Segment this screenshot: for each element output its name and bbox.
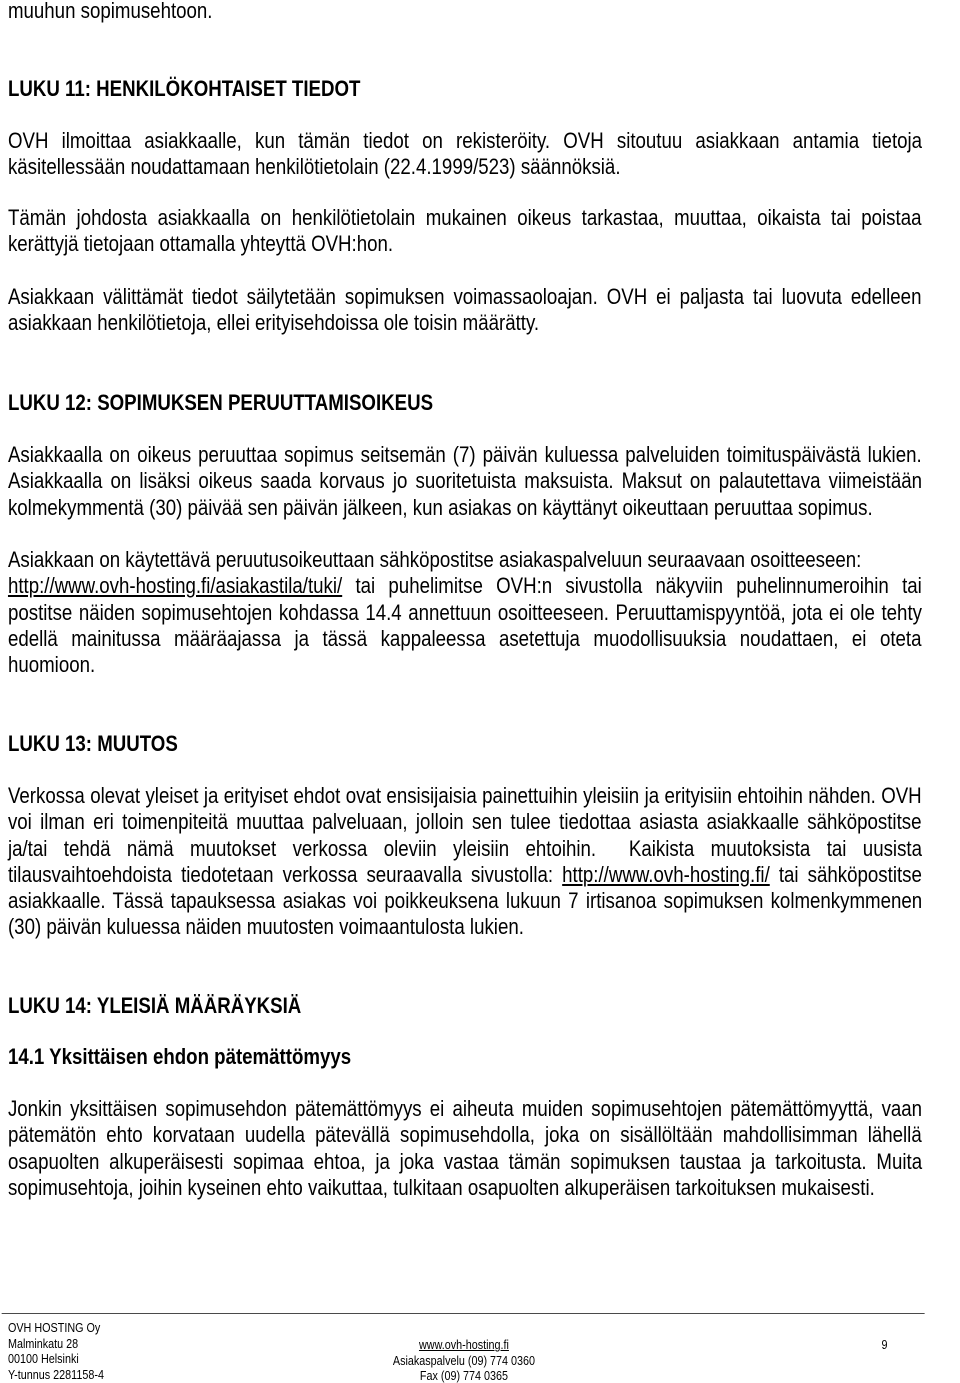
support-page-link[interactable]: http://www.ovh-hosting.fi/asiakastila/tuki/ <box>7 573 343 599</box>
paragraph-line <box>8 205 922 231</box>
line-text: huomioon. <box>7 652 96 678</box>
paragraph-line <box>8 652 922 678</box>
paragraph-line <box>8 914 922 940</box>
line-text: kerättyjä tietojaan ottamalla yhteyttä OVH:hon. <box>7 231 394 257</box>
paragraph-line <box>8 442 922 468</box>
line-text: sopimusehtoja, joihin kyseinen ehto vaikuttaa, tulkitaan osapuolten alkuperäisen tarkoituksen mukaisesti. <box>7 1174 875 1200</box>
subheading-text: 14.1 Yksittäisen ehdon pätemättömyys <box>7 1044 352 1069</box>
website-link[interactable]: http://www.ovh-hosting.fi/ <box>562 861 770 887</box>
line-text: kolmekymmentä (30) päivää sen päivän jälkeen, kun asiakas on käyttänyt oikeuttaan peruuttaa sopimus. <box>7 494 873 520</box>
paragraph-line <box>8 128 922 154</box>
line-text: muuhun sopimusehtoon. <box>7 0 213 23</box>
paragraph <box>8 128 922 181</box>
line-text: Tämän johdosta asiakkaalla on henkilötietolain mukainen oikeus tarkastaa, muuttaa, oikaista tai poistaa <box>7 205 922 230</box>
line-text: postitse näiden sopimusehtojen kohdassa 14.4 annettuun osoitteeseen. Peruuttamispyyntöä, jota ei ole tehty <box>7 599 922 625</box>
paragraph <box>8 284 922 337</box>
line-text <box>8 573 922 599</box>
paragraph <box>8 547 922 678</box>
line-text: ja/tai tehdä nämä muutokset verkossa oleviin yleisiin ehtoihin. Kaikista muutoksista tai uusista <box>7 835 922 861</box>
paragraph-line <box>8 1096 922 1122</box>
line-text: Jonkin yksittäisen sopimusehdon pätemättömyys ei aiheuta muiden sopimusehtojen pätemättömyyttä, vaan <box>7 1096 923 1121</box>
footer-city: 00100 Helsinki <box>7 1351 79 1366</box>
paragraph-line <box>8 573 922 599</box>
paragraph-line <box>8 495 922 521</box>
line-text: Asiakkaan on käytettävä peruutusoikeuttaan sähköpostitse asiakaspalveluun seuraavaan osoitteeseen: <box>7 547 862 572</box>
line-text: (30) päivän kuluessa näiden muutosten voimaantulosta lukien. <box>7 914 524 940</box>
paragraph-line <box>8 310 922 336</box>
footer-divider <box>2 1313 925 1314</box>
footer-business-id: Y-tunnus 2281158-4 <box>7 1366 104 1382</box>
line-text: Asiakkaalla on oikeus peruuttaa sopimus seitsemän (7) päivän kuluessa palveluiden toimituspäivästä lukien. <box>7 442 922 467</box>
line-text: voi ilman eri toimenpiteitä muuttaa palveluaan, jolloin sen tulee tiedottaa asiasta asiakkaalle sähköpostitse <box>7 809 922 835</box>
paragraph-line <box>8 1175 922 1201</box>
footer-website-row <box>364 1337 563 1353</box>
line-text: asiakkaalle. Tässä tapauksessa asiakas voi poikkeuksena lukuun 7 irtisanoa sopimuksen kolmenkymmenen <box>7 888 923 914</box>
page-number: 9 <box>881 1337 888 1352</box>
heading-text: LUKU 14: YLEISIÄ MÄÄRÄYKSIÄ <box>7 993 302 1018</box>
footer-street: Malminkatu 28 <box>7 1335 79 1351</box>
line-text: käsitellessään noudattamaan henkilötietolain (22.4.1999/523) säännöksiä. <box>7 154 621 180</box>
paragraph-line <box>8 0 922 24</box>
paragraph-line <box>8 862 922 888</box>
line-text: Asiakkaalla on lisäksi oikeus saada korvaus jo suoritetuista maksuista. Maksut on palautettava viimeistään <box>7 468 923 494</box>
paragraph-line <box>8 809 922 835</box>
heading-line <box>8 390 922 416</box>
heading-line <box>8 731 922 757</box>
paragraph-line <box>8 284 922 310</box>
paragraph-line <box>8 626 922 652</box>
paragraph-line <box>8 154 922 180</box>
paragraph-line <box>8 888 922 914</box>
heading-line <box>8 1044 922 1070</box>
line-text-segment: tilausvaihtoehdoista tiedotetaan verkossa seuraavalla sivustolla: <box>7 861 563 887</box>
footer-fax: Fax (09) 774 0365 <box>419 1368 509 1383</box>
line-text: asiakkaan henkilötietoja, ellei erityisehdoissa ole toisin määrätty. <box>7 310 540 336</box>
paragraph-line <box>8 468 922 494</box>
chapter-heading <box>8 731 922 757</box>
paragraph-line <box>8 836 922 862</box>
heading-text: LUKU 12: SOPIMUKSEN PERUUTTAMISOIKEUS <box>7 390 434 415</box>
paragraph <box>8 442 922 521</box>
line-text <box>8 862 922 888</box>
line-text: edellä mainitussa määräajassa ja tässä kappaleessa asetettuja muodollisuuksia noudattaen, ei oteta <box>7 625 922 651</box>
line-text: Verkossa olevat yleiset ja erityiset ehdot ovat ensisijaisia painettuihin yleisiin ja erityisiin ehtoihin nähden. OVH <box>7 783 922 808</box>
heading-text: LUKU 13: MUUTOS <box>7 731 178 756</box>
paragraph-line <box>8 1149 922 1175</box>
line-text: OVH ilmoittaa asiakkaalle, kun tämän tiedot on rekisteröity. OVH sitoutuu asiakkaan antamia tietoja <box>7 128 923 153</box>
line-text: Asiakkaan välittämät tiedot säilytetään sopimuksen voimassaoloajan. OVH ei paljasta tai luovuta edelleen <box>7 284 922 309</box>
heading-line <box>8 993 922 1019</box>
heading-line <box>8 76 922 102</box>
chapter-heading <box>8 76 922 102</box>
heading-text: LUKU 11: HENKILÖKOHTAISET TIEDOT <box>7 76 361 101</box>
chapter-heading <box>8 993 922 1019</box>
chapter-heading <box>8 390 922 416</box>
paragraph-line <box>8 783 922 809</box>
footer-company-name: OVH HOSTING Oy <box>7 1320 101 1335</box>
line-text: osapuolten alkuperäisesti sopimaa ehtoa, ja joka vastaa tämän sopimuksen taustaa ja tarkoitusta. Muita <box>7 1148 923 1174</box>
paragraph-line <box>8 600 922 626</box>
footer-customer-service: Asiakaspalvelu (09) 774 0360 <box>392 1352 536 1368</box>
footer-address <box>8 1320 104 1382</box>
footer-website-link[interactable]: www.ovh-hosting.fi <box>418 1337 509 1352</box>
line-text-segment: tai sähköpostitse <box>769 861 922 887</box>
paragraph <box>8 783 922 941</box>
continuation-paragraph <box>8 0 922 24</box>
line-text: pätemätön ehto korvataan uudella pätevällä sopimusehdolla, joka on sisällöltään mahdollisimman lähellä <box>7 1122 922 1148</box>
paragraph-line <box>8 231 922 257</box>
footer-contact <box>364 1337 563 1383</box>
paragraph-line <box>8 1122 922 1148</box>
line-text-segment: tai puhelimitse OVH:n sivustolla näkyviin puhelinnumeroihin tai <box>342 573 922 599</box>
paragraph <box>8 1096 922 1201</box>
paragraph <box>8 205 922 258</box>
section-subheading <box>8 1044 922 1070</box>
paragraph-line <box>8 547 922 573</box>
